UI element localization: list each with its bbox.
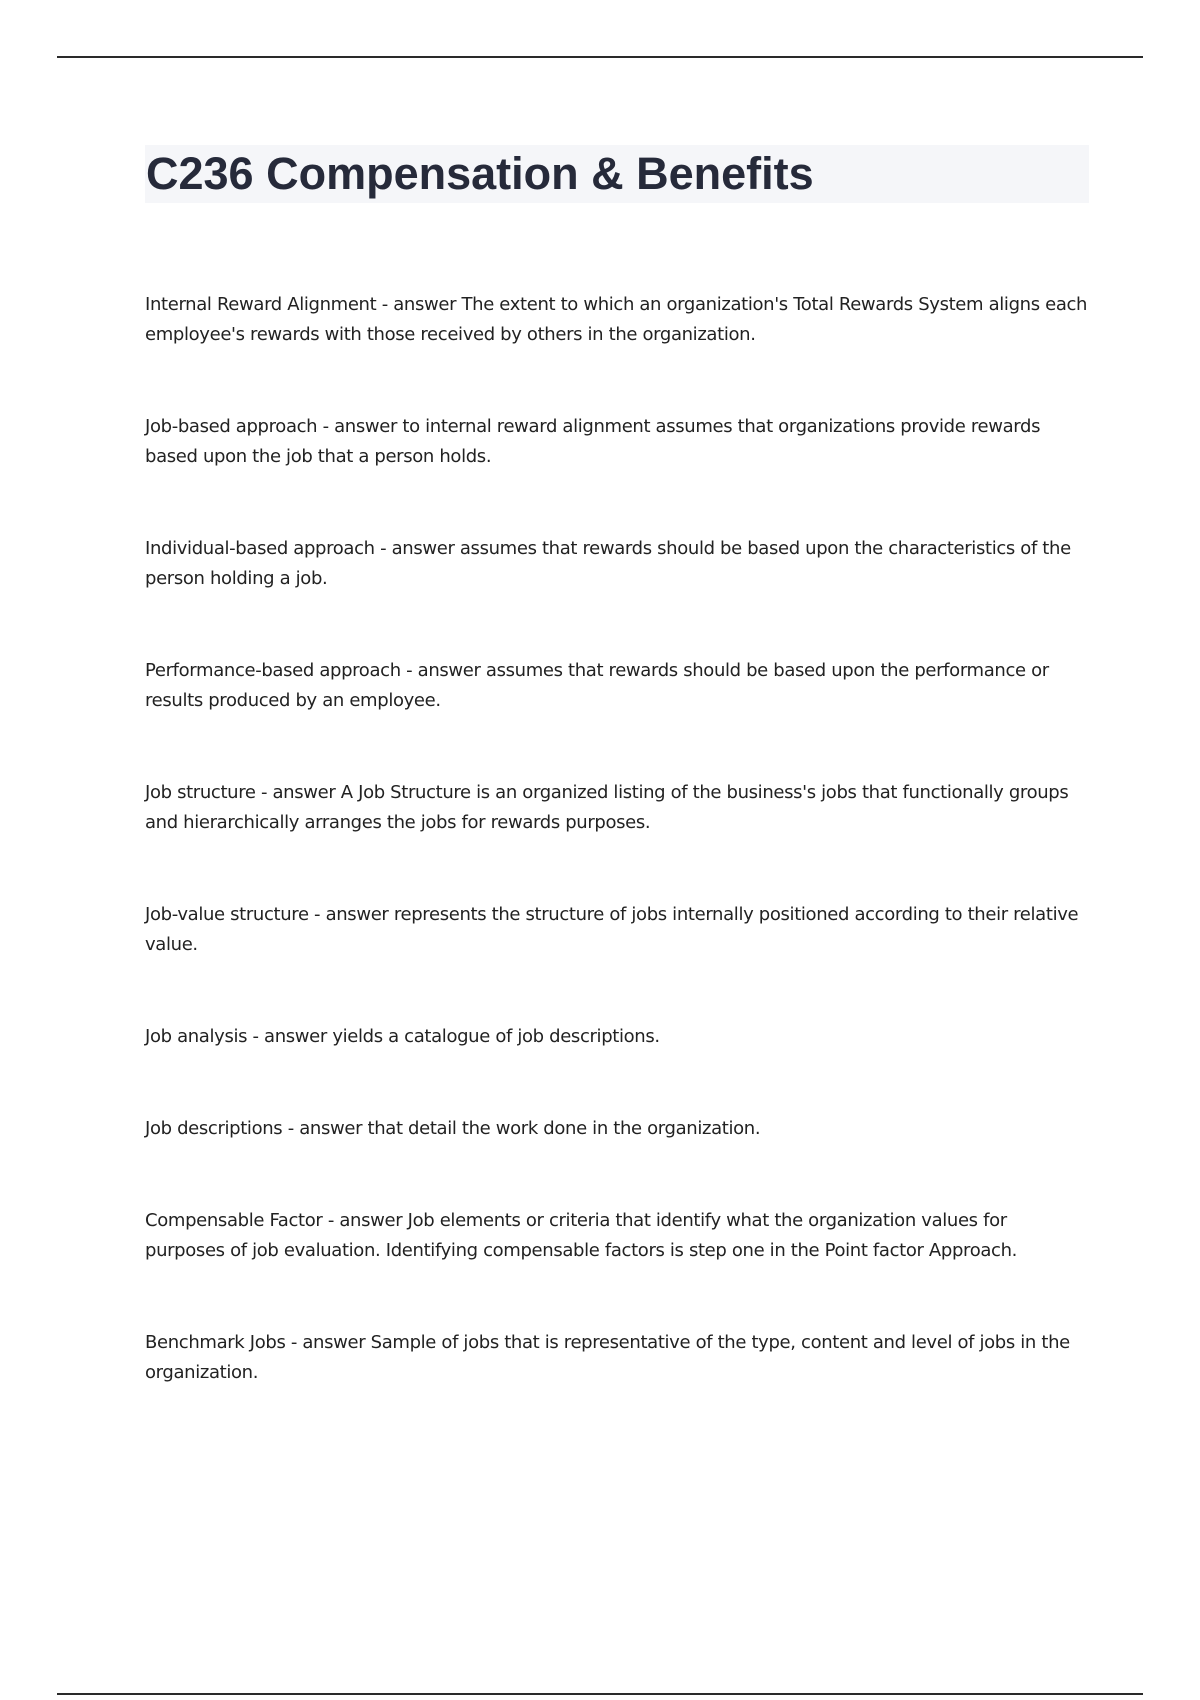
flashcard-entry: Compensable Factor - answer Job elements or criteria that identify what the organization values for purposes of job evaluation. Identifying compensable factors is step one in the Point factor Approach. [145,1210,1018,1261]
flashcard-entry: Job analysis - answer yields a catalogue of job descriptions. [145,1026,660,1047]
flashcard-entry: Benchmark Jobs - answer Sample of jobs that is representative of the type, content and level of jobs in the organization. [145,1332,1070,1383]
page-title: C236 Compensation & Benefits [146,148,814,199]
flashcard-entry: Individual-based approach - answer assumes that rewards should be based upon the characteristics of the person holding a job. [145,538,1071,589]
flashcard-entry: Job structure - answer A Job Structure is an organized listing of the business's jobs that functionally groups and hierarchically arranges the jobs for rewards purposes. [145,782,1069,833]
flashcard-entry: Internal Reward Alignment - answer The extent to which an organization's Total Rewards System aligns each employee's rewards with those received by others in the organization. [145,294,1088,345]
flashcard-list [145,290,1090,1450]
flashcard-entry: Job descriptions - answer that detail the work done in the organization. [145,1118,761,1139]
top-divider [57,56,1143,58]
flashcard-entry: Performance-based approach - answer assumes that rewards should be based upon the performance or results produced by an employee. [145,660,1049,711]
bottom-divider [57,1693,1143,1695]
flashcard-entry: Job-based approach - answer to internal reward alignment assumes that organizations provide rewards based upon the job that a person holds. [145,416,1041,467]
flashcard-entry: Job-value structure - answer represents the structure of jobs internally positioned according to their relative value. [145,904,1079,955]
